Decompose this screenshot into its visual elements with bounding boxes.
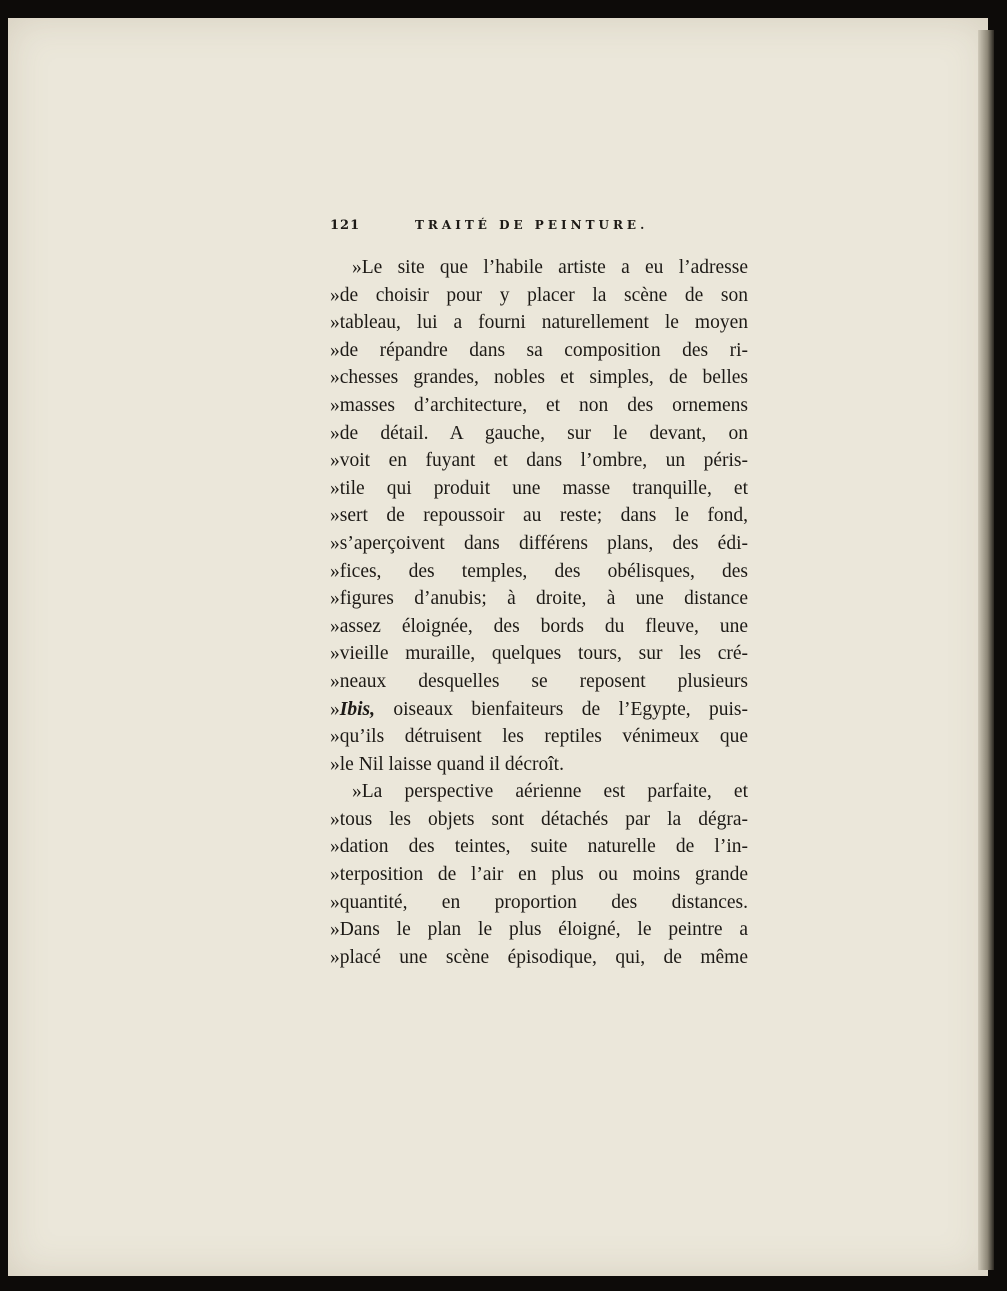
text-line: »terposition de l’air en plus ou moins grande bbox=[330, 864, 748, 886]
text-line: »La perspective aérienne est parfaite, et bbox=[352, 781, 748, 803]
text-line: »de répandre dans sa composition des ri- bbox=[330, 339, 748, 361]
text-line: »tableau, lui a fourni naturellement le moyen bbox=[330, 312, 748, 334]
page-header bbox=[330, 214, 750, 238]
running-title: TRAITÉ DE PEINTURE. bbox=[415, 218, 649, 232]
body-text bbox=[330, 254, 748, 971]
text-line: »de choisir pour y placer la scène de son bbox=[330, 284, 748, 306]
book-page bbox=[8, 18, 988, 1276]
text-line: »vieille muraille, quelques tours, sur les cré- bbox=[330, 643, 748, 665]
line-rest: oiseaux bienfaiteurs de l’Egypte, puis- bbox=[374, 698, 748, 720]
text-line: »chesses grandes, nobles et simples, de belles bbox=[330, 367, 748, 389]
text-line: »figures d’anubis; à droite, à une distance bbox=[330, 588, 748, 610]
text-line: »placé une scène épisodique, qui, de même bbox=[330, 946, 748, 968]
text-line: »tous les objets sont détachés par la dégra- bbox=[330, 808, 748, 830]
text-line: »quantité, en proportion des distances. bbox=[330, 891, 748, 913]
text-line: »voit en fuyant et dans l’ombre, un péris- bbox=[330, 450, 748, 472]
text-line: »assez éloignée, des bords du fleuve, une bbox=[330, 615, 748, 637]
text-line: »qu’ils détruisent les reptiles vénimeux que bbox=[330, 726, 748, 748]
text-line: »masses d’architecture, et non des ornemens bbox=[330, 394, 748, 416]
text-line: »tile qui produit une masse tranquille, et bbox=[330, 477, 748, 499]
text-line-ibis bbox=[330, 696, 748, 724]
italic-word-ibis: Ibis, bbox=[339, 698, 375, 720]
text-line: »sert de repoussoir au reste; dans le fond, bbox=[330, 505, 748, 527]
text-line: »Dans le plan le plus éloigné, le peintre a bbox=[330, 919, 748, 941]
text-line: »le Nil laisse quand il décroît. bbox=[330, 753, 564, 775]
text-line: »fices, des temples, des obélisques, des bbox=[330, 560, 748, 582]
text-line: »Le site que l’habile artiste a eu l’adresse bbox=[352, 257, 748, 278]
page-number: 121 bbox=[330, 218, 361, 233]
text-line: »s’aperçoivent dans différens plans, des édi- bbox=[330, 532, 748, 554]
text-line: »dation des teintes, suite naturelle de l’in- bbox=[330, 836, 748, 858]
page-edge bbox=[978, 30, 994, 1270]
quote-mark: » bbox=[330, 698, 340, 720]
text-line: »de détail. A gauche, sur le devant, on bbox=[330, 422, 748, 444]
text-line: »neaux desquelles se reposent plusieurs bbox=[330, 670, 748, 692]
